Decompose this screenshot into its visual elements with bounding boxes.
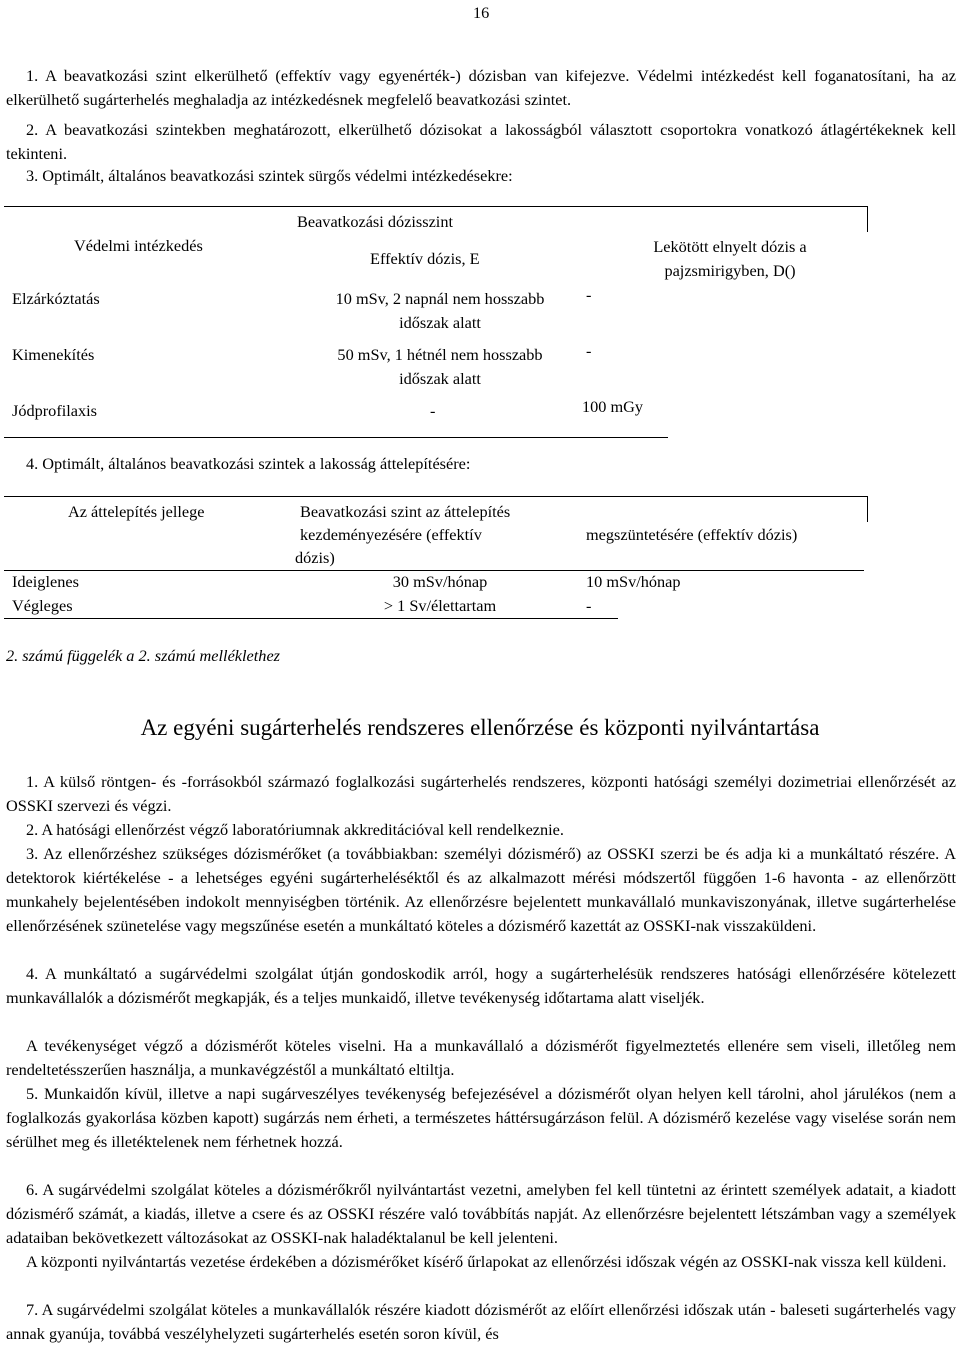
- page-number: 16: [473, 3, 490, 22]
- table2-header-end: megszüntetésére (effektív dózis): [586, 525, 798, 544]
- table2-row-end: 10 mSv/hónap: [586, 572, 681, 591]
- paragraph-1: 1. A beavatkozási szint elkerülhető (effektív vagy egyenérték-) dózisban van kifejezve. Védelmi intézkedést kell foganatosítani, ha az elkerülhető sugárterhelés meghaladja az intézkedésnek megfelelő beavatkozási szintet.: [6, 66, 956, 109]
- table1-row-thyroid: -: [586, 285, 592, 304]
- table-rule: [867, 496, 868, 522]
- appendix-reference: 2. számú függelék a 2. számú melléklethez: [6, 646, 281, 665]
- table1-row-name: Jódprofilaxis: [12, 401, 98, 420]
- table-rule: [4, 618, 618, 619]
- table-rule: [4, 437, 668, 438]
- table-rule: [4, 206, 868, 207]
- table1-header-thyroid-line2: pajzsmirigyben, D(): [664, 261, 796, 280]
- table2-header-type: Az áttelepítés jellege: [68, 502, 205, 521]
- body-paragraph-3: 3. Az ellenőrzéshez szükséges dózismérőket (a továbbiakban: személyi dózismérő) az OSSKI szerzi be és adja ki a munkáltató részére. A detektorok kiértékelése - a lehetséges egyéni sugárterheléséktől és az alkalmazott mérési módszertől függően 1-6 havonta - az ellenőrzött munkahely bejelentésében indokolt mennyiségben történik. Az ellenőrzésre bejelentett munkavállaló munkaviszonyának, illetve sugárterhelése ellenőrzésének szünetelése vagy megszűnése esetén a munkáltató köteles a dózismérő kazettát az OSSKI-nak visszaküldeni.: [6, 844, 956, 935]
- body-paragraph-9: 7. A sugárvédelmi szolgálat köteles a munkavállalók részére kiadott dózismérőt az előírt ellenőrzési időszak után - baleseti sugárterhelés vagy annak gyanúja, továbbá veszélyhelyzeti sugárterhelés esetén soron kívül, és: [6, 1300, 956, 1343]
- body-paragraph-1: 1. A külső röntgen- és -forrásokból származó foglalkozási sugárterhelés rendszeres, központi hatósági személyi dozimetriai ellenőrzését az OSSKI szervezi és végzi.: [6, 772, 956, 815]
- body-paragraph-6: 5. Munkaidőn kívül, illetve a napi sugárveszélyes tevékenység befejezésével a dózismérőt olyan helyen kell tárolni, ahol járulékos (nem a foglalkozás gyakorlása közben kapott) sugárzás nem érheti, a természetes háttérsugárzáson felül. A dózismérő kezelése vagy viselése során nem sérülhet meg és illetéktelenek nem férhetnek hozzá.: [6, 1084, 956, 1151]
- table-rule: [867, 206, 868, 232]
- table2-row-name: Ideiglenes: [12, 572, 79, 591]
- table2-row-end: -: [586, 596, 592, 615]
- body-paragraph-2: 2. A hatósági ellenőrzést végző laboratóriumnak akkreditációval kell rendelkeznie.: [26, 820, 564, 839]
- table1-row-thyroid: -: [586, 341, 592, 360]
- table2-row-start: > 1 Sv/élettartam: [383, 596, 497, 615]
- body-paragraph-8: A központi nyilvántartás vezetése érdekében a dózismérőket kísérő űrlapokat az ellenőrzési időszak végén az OSSKI-nak vissza kell küldeni.: [26, 1252, 947, 1271]
- table1-header-group: Beavatkozási dózisszint: [297, 212, 453, 231]
- table1-row-name: Kimenekítés: [12, 345, 95, 364]
- table1-header-thyroid-line1: Lekötött elnyelt dózis a: [653, 237, 807, 256]
- table1-row-effective-line2: időszak alatt: [399, 313, 481, 332]
- table2-row-start: 30 mSv/hónap: [392, 572, 488, 591]
- table1-row-name: Elzárkóztatás: [12, 289, 100, 308]
- table2-header-start-line2: kezdeményezésére (effektív: [300, 525, 482, 544]
- paragraph-2: 2. A beavatkozási szintekben meghatározott, elkerülhető dózisokat a lakosságból választott csoportokra vonatkozó átlagértékeknek kell tekinteni.: [6, 120, 956, 163]
- table1-row-effective-line1: 10 mSv, 2 napnál nem hosszabb: [335, 289, 545, 308]
- body-paragraph-4: 4. A munkáltató a sugárvédelmi szolgálat útján gondoskodik arról, hogy a sugárterhelésük rendszeres hatósági ellenőrzésére kötelezett munkavállalók a dózismérőt megkapják, és a teljes munkaidő, illetve tevékenység időtartama alatt viseljék.: [6, 964, 956, 1007]
- table1-row-effective: -: [430, 401, 436, 420]
- table1-row-effective-line2: időszak alatt: [399, 369, 481, 388]
- body-paragraph-7: 6. A sugárvédelmi szolgálat köteles a dózismérőkről nyilvántartást vezetni, amelyben fel kell tüntetni az érintett személyek adatait, a kiadott dózismérő számát, a kiadás, illetve a csere és az OSSKI részére való továbbítás napját. Az ellenőrzésre bejelentett létszámban vagy a személyek adataiban bekövetkezett változásokat az OSSKI-nak haladéktalanul be kell jelenteni.: [6, 1180, 956, 1247]
- table-rule: [4, 496, 868, 497]
- paragraph-4: 4. Optimált, általános beavatkozási szintek a lakosság áttelepítésére:: [26, 454, 471, 473]
- table1-header-effective-dose: Effektív dózis, E: [370, 249, 480, 268]
- table1-header-measure: Védelmi intézkedés: [74, 236, 203, 255]
- body-paragraph-5: A tevékenységet végző a dózismérőt köteles viselni. Ha a munkavállaló a dózismérőt figyelmeztetés ellenére sem viseli, illetőleg nem rendeltetésszerűen használja, a munkavégzéstől a munkáltató eltiltja.: [6, 1036, 956, 1079]
- table2-header-start-line3: dózis): [295, 548, 335, 567]
- section-title: Az egyéni sugárterhelés rendszeres ellenőrzése és központi nyilvántartása: [140, 715, 820, 740]
- paragraph-3: 3. Optimált, általános beavatkozási szintek sürgős védelmi intézkedésekre:: [26, 166, 513, 185]
- table1-row-effective-line1: 50 mSv, 1 hétnél nem hosszabb: [337, 345, 543, 364]
- table2-row-name: Végleges: [12, 596, 73, 615]
- table1-row-thyroid: 100 mGy: [582, 397, 644, 416]
- table2-header-start-line1: Beavatkozási szint az áttelepítés: [300, 502, 511, 521]
